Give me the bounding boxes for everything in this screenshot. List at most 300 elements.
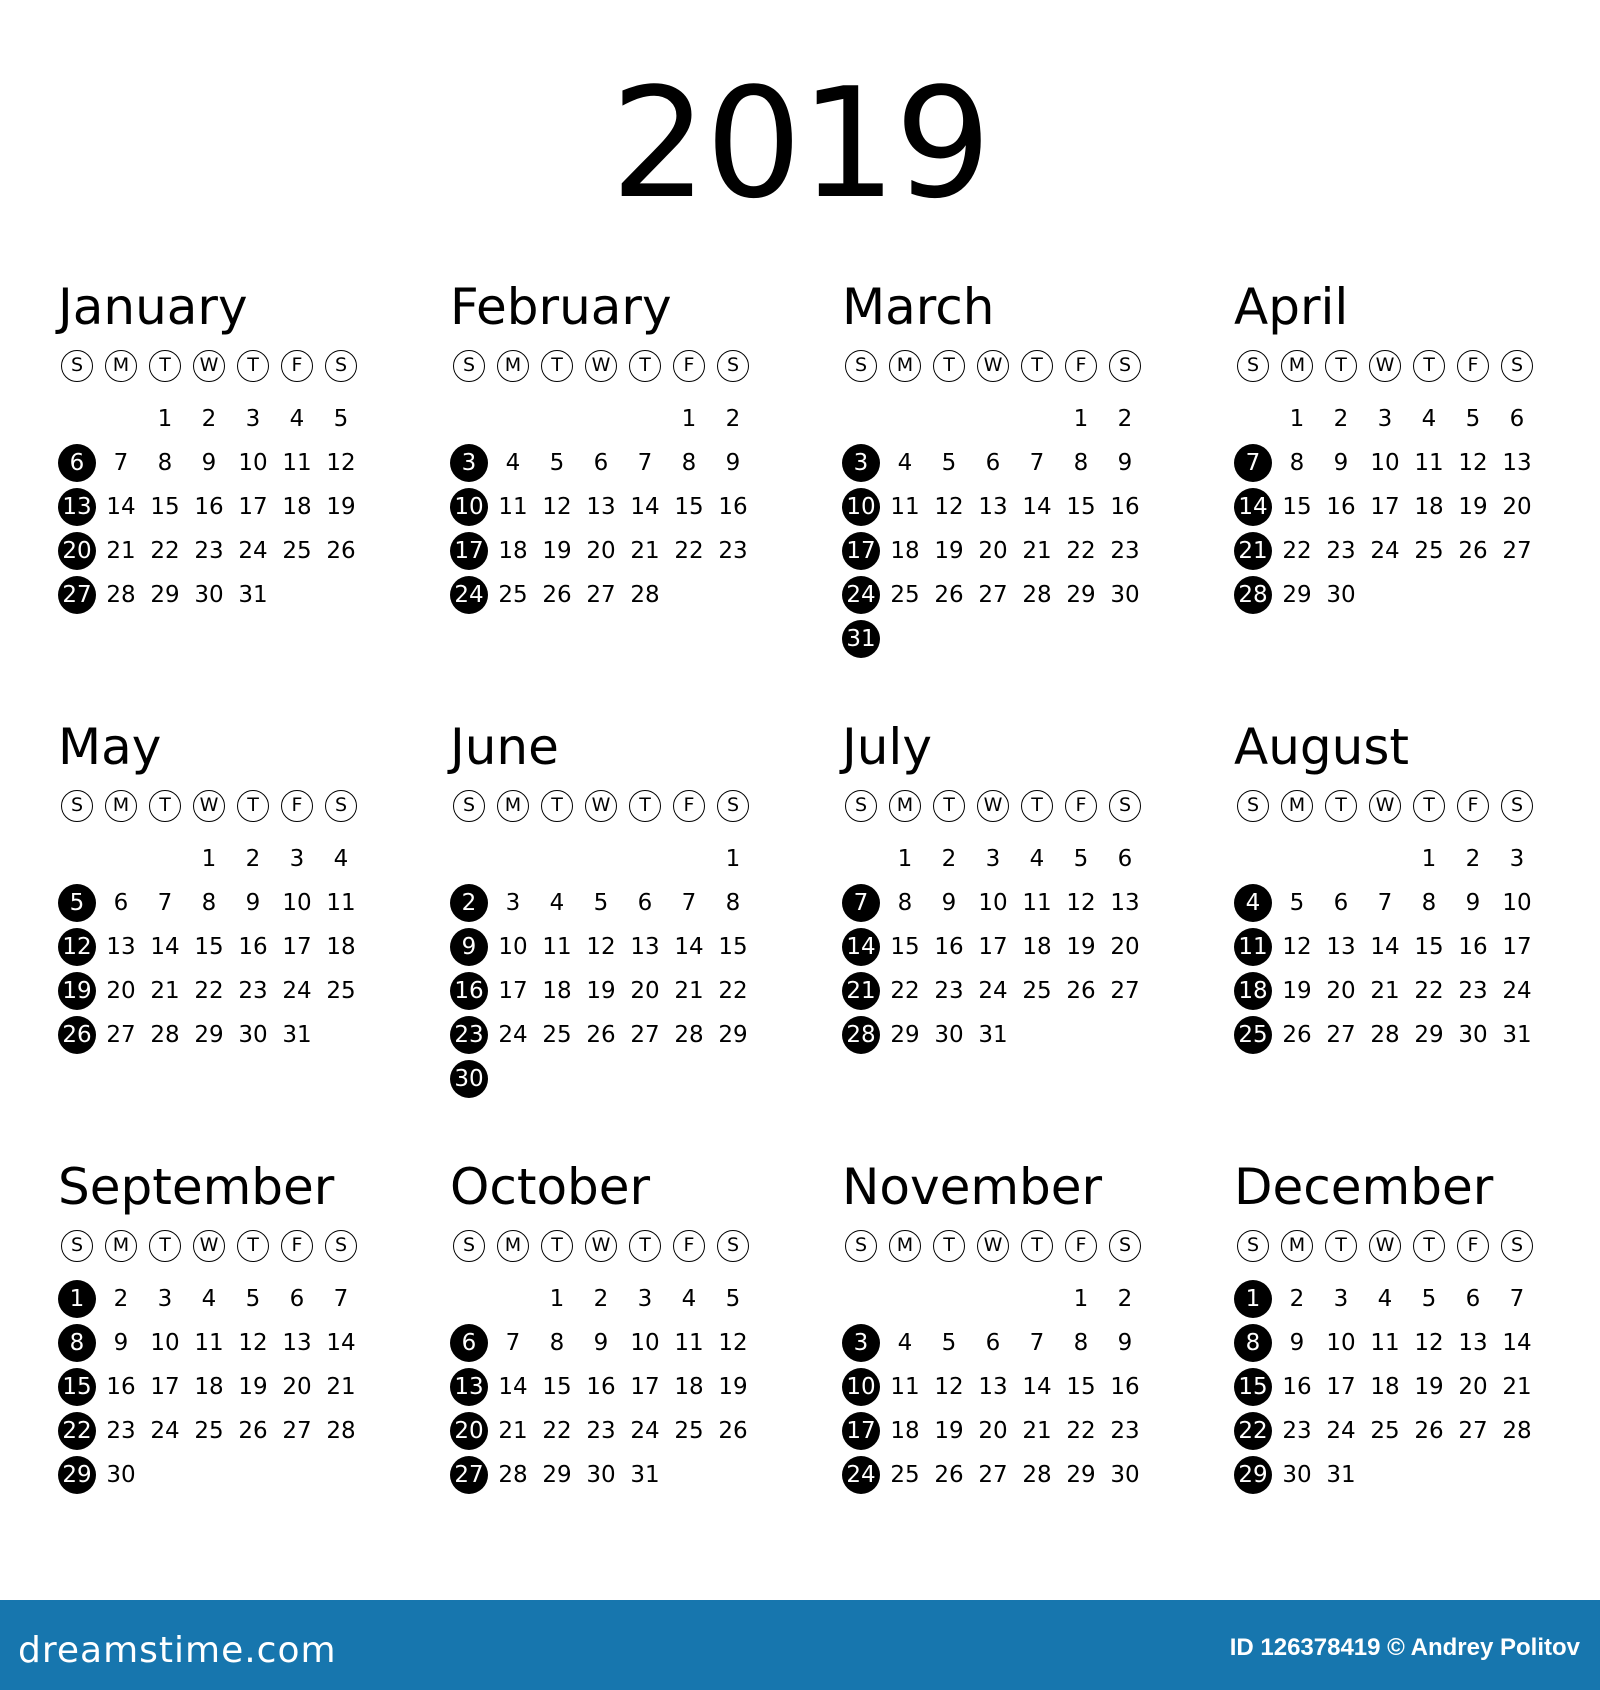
weekday-header: M (497, 1230, 529, 1262)
date-cell: 29 (890, 1022, 920, 1048)
date-cell: 13 (1458, 1330, 1488, 1356)
date-cell: 24 (978, 978, 1008, 1004)
month-august (1234, 718, 1554, 1142)
date-cell: 2 (725, 406, 741, 432)
date-cell: 25 (194, 1418, 224, 1444)
date-cell: 3 (505, 890, 521, 916)
date-cell: 30 (1326, 582, 1356, 608)
date-cell: 23 (718, 538, 748, 564)
date-cell: 18 (542, 978, 572, 1004)
weekday-headers (58, 1230, 368, 1270)
date-cell: 5 (941, 1330, 957, 1356)
sunday-date-badge: 15 (58, 1368, 96, 1406)
date-cell: 13 (1326, 934, 1356, 960)
weekday-headers (842, 350, 1152, 390)
date-cell: 12 (586, 934, 616, 960)
date-cell: 2 (245, 846, 261, 872)
date-cell: 16 (194, 494, 224, 520)
date-cell: 8 (897, 890, 913, 916)
weekday-header: F (1457, 790, 1489, 822)
date-cell: 21 (674, 978, 704, 1004)
date-cell: 6 (637, 890, 653, 916)
date-cell: 11 (498, 494, 528, 520)
date-cell: 9 (1117, 450, 1133, 476)
date-cell: 19 (1282, 978, 1312, 1004)
date-cell: 4 (897, 450, 913, 476)
date-cell: 6 (593, 450, 609, 476)
date-cell: 28 (106, 582, 136, 608)
date-cell: 13 (1110, 890, 1140, 916)
weekday-header: T (1325, 350, 1357, 382)
date-cell: 20 (282, 1374, 312, 1400)
date-cell: 1 (1421, 846, 1437, 872)
date-cell: 22 (150, 538, 180, 564)
date-cell: 26 (1458, 538, 1488, 564)
month-name: June (450, 718, 559, 776)
sunday-date-badge: 31 (842, 620, 880, 658)
date-cell: 5 (941, 450, 957, 476)
date-cell: 10 (630, 1330, 660, 1356)
date-cell: 24 (630, 1418, 660, 1444)
date-cell: 29 (1066, 582, 1096, 608)
date-cell: 3 (245, 406, 261, 432)
date-cell: 21 (1370, 978, 1400, 1004)
date-cell: 13 (978, 494, 1008, 520)
weekday-header: T (237, 1230, 269, 1262)
date-cell: 16 (586, 1374, 616, 1400)
date-cell: 14 (106, 494, 136, 520)
date-cell: 22 (718, 978, 748, 1004)
date-cell: 28 (326, 1418, 356, 1444)
month-name: September (58, 1158, 335, 1216)
date-cell: 3 (157, 1286, 173, 1312)
weekday-header: T (541, 790, 573, 822)
date-cell: 20 (978, 538, 1008, 564)
weekday-header: S (1109, 790, 1141, 822)
date-cell: 20 (1110, 934, 1140, 960)
date-cell: 17 (630, 1374, 660, 1400)
date-cell: 10 (1370, 450, 1400, 476)
sunday-date-badge: 19 (58, 972, 96, 1010)
date-cell: 29 (1282, 582, 1312, 608)
date-cell: 25 (674, 1418, 704, 1444)
date-cell: 6 (1509, 406, 1525, 432)
date-cell: 4 (1029, 846, 1045, 872)
date-cell: 30 (934, 1022, 964, 1048)
date-cell: 1 (157, 406, 173, 432)
date-cell: 25 (326, 978, 356, 1004)
date-cell: 27 (586, 582, 616, 608)
date-cell: 26 (542, 582, 572, 608)
month-may (58, 718, 378, 1142)
date-cell: 4 (681, 1286, 697, 1312)
date-cell: 10 (498, 934, 528, 960)
date-cell: 12 (326, 450, 356, 476)
sunday-date-badge: 7 (842, 884, 880, 922)
date-cell: 13 (630, 934, 660, 960)
date-cell: 12 (1282, 934, 1312, 960)
day-grid (1234, 1280, 1544, 1560)
sunday-date-badge: 29 (1234, 1456, 1272, 1494)
date-cell: 23 (106, 1418, 136, 1444)
weekday-header: S (325, 1230, 357, 1262)
date-cell: 7 (1509, 1286, 1525, 1312)
sunday-date-badge: 29 (58, 1456, 96, 1494)
date-cell: 23 (1110, 538, 1140, 564)
date-cell: 30 (1110, 582, 1140, 608)
month-january (58, 278, 378, 702)
month-november (842, 1158, 1162, 1582)
date-cell: 4 (201, 1286, 217, 1312)
date-cell: 22 (1066, 538, 1096, 564)
day-grid (1234, 400, 1544, 680)
sunday-date-badge: 28 (842, 1016, 880, 1054)
date-cell: 21 (326, 1374, 356, 1400)
date-cell: 5 (245, 1286, 261, 1312)
weekday-header: T (1325, 1230, 1357, 1262)
weekday-header: S (1237, 1230, 1269, 1262)
date-cell: 10 (978, 890, 1008, 916)
date-cell: 2 (1333, 406, 1349, 432)
date-cell: 9 (725, 450, 741, 476)
sunday-date-badge: 21 (1234, 532, 1272, 570)
date-cell: 30 (1458, 1022, 1488, 1048)
date-cell: 30 (238, 1022, 268, 1048)
date-cell: 15 (1066, 494, 1096, 520)
date-cell: 16 (718, 494, 748, 520)
date-cell: 24 (282, 978, 312, 1004)
date-cell: 6 (1117, 846, 1133, 872)
date-cell: 25 (1414, 538, 1444, 564)
weekday-header: T (1413, 1230, 1445, 1262)
sunday-date-badge: 10 (842, 1368, 880, 1406)
day-grid (450, 400, 760, 680)
weekday-header: F (1457, 1230, 1489, 1262)
date-cell: 14 (1022, 1374, 1052, 1400)
date-cell: 15 (150, 494, 180, 520)
date-cell: 20 (978, 1418, 1008, 1444)
date-cell: 10 (150, 1330, 180, 1356)
date-cell: 3 (637, 1286, 653, 1312)
date-cell: 5 (725, 1286, 741, 1312)
date-cell: 25 (890, 1462, 920, 1488)
date-cell: 15 (1414, 934, 1444, 960)
date-cell: 11 (674, 1330, 704, 1356)
date-cell: 24 (238, 538, 268, 564)
sunday-date-badge: 17 (450, 532, 488, 570)
date-cell: 19 (934, 538, 964, 564)
date-cell: 31 (282, 1022, 312, 1048)
date-cell: 23 (1282, 1418, 1312, 1444)
weekday-header: T (629, 790, 661, 822)
date-cell: 9 (941, 890, 957, 916)
weekday-header: W (977, 1230, 1009, 1262)
weekday-headers (450, 790, 760, 830)
month-name: December (1234, 1158, 1494, 1216)
date-cell: 31 (238, 582, 268, 608)
date-cell: 7 (113, 450, 129, 476)
weekday-header: M (497, 350, 529, 382)
date-cell: 17 (282, 934, 312, 960)
weekday-header: W (585, 1230, 617, 1262)
weekday-header: S (845, 790, 877, 822)
date-cell: 22 (674, 538, 704, 564)
footer-bar (0, 1600, 1600, 1690)
date-cell: 27 (1502, 538, 1532, 564)
month-name: October (450, 1158, 651, 1216)
weekday-header: T (933, 350, 965, 382)
date-cell: 23 (194, 538, 224, 564)
date-cell: 1 (1289, 406, 1305, 432)
weekday-header: F (281, 790, 313, 822)
weekday-header: S (453, 790, 485, 822)
date-cell: 21 (150, 978, 180, 1004)
weekday-header: S (1237, 790, 1269, 822)
date-cell: 3 (985, 846, 1001, 872)
date-cell: 30 (194, 582, 224, 608)
date-cell: 22 (1066, 1418, 1096, 1444)
date-cell: 8 (201, 890, 217, 916)
date-cell: 17 (498, 978, 528, 1004)
sunday-date-badge: 7 (1234, 444, 1272, 482)
sunday-date-badge: 8 (1234, 1324, 1272, 1362)
date-cell: 5 (549, 450, 565, 476)
weekday-header: W (193, 350, 225, 382)
date-cell: 17 (1326, 1374, 1356, 1400)
date-cell: 26 (1414, 1418, 1444, 1444)
date-cell: 19 (586, 978, 616, 1004)
date-cell: 6 (113, 890, 129, 916)
date-cell: 19 (718, 1374, 748, 1400)
weekday-header: T (237, 350, 269, 382)
date-cell: 19 (1066, 934, 1096, 960)
date-cell: 20 (1502, 494, 1532, 520)
brand-logo: dreamstime.com (18, 1630, 337, 1671)
sunday-date-badge: 20 (450, 1412, 488, 1450)
day-grid (58, 400, 368, 680)
month-name: May (58, 718, 162, 776)
weekday-header: T (629, 1230, 661, 1262)
weekday-header: M (497, 790, 529, 822)
weekday-header: T (933, 790, 965, 822)
weekday-header: S (325, 790, 357, 822)
sunday-date-badge: 6 (58, 444, 96, 482)
date-cell: 28 (1022, 582, 1052, 608)
weekday-header: F (1065, 790, 1097, 822)
date-cell: 28 (498, 1462, 528, 1488)
sunday-date-badge: 4 (1234, 884, 1272, 922)
month-name: July (842, 718, 932, 776)
date-cell: 3 (289, 846, 305, 872)
weekday-header: M (105, 350, 137, 382)
sunday-date-badge: 14 (1234, 488, 1272, 526)
weekday-header: W (977, 350, 1009, 382)
weekday-header: S (717, 1230, 749, 1262)
month-march (842, 278, 1162, 702)
date-cell: 17 (978, 934, 1008, 960)
date-cell: 1 (201, 846, 217, 872)
day-grid (450, 1280, 760, 1560)
day-grid (58, 840, 368, 1120)
date-cell: 18 (1370, 1374, 1400, 1400)
date-cell: 26 (934, 1462, 964, 1488)
calendar-year-title: 2019 (610, 55, 990, 232)
date-cell: 16 (934, 934, 964, 960)
weekday-header: S (1237, 350, 1269, 382)
date-cell: 23 (586, 1418, 616, 1444)
date-cell: 17 (238, 494, 268, 520)
date-cell: 13 (586, 494, 616, 520)
date-cell: 17 (150, 1374, 180, 1400)
sunday-date-badge: 2 (450, 884, 488, 922)
date-cell: 21 (1502, 1374, 1532, 1400)
weekday-header: S (1109, 1230, 1141, 1262)
sunday-date-badge: 15 (1234, 1368, 1272, 1406)
date-cell: 1 (681, 406, 697, 432)
date-cell: 2 (201, 406, 217, 432)
date-cell: 11 (194, 1330, 224, 1356)
date-cell: 5 (1289, 890, 1305, 916)
date-cell: 11 (326, 890, 356, 916)
date-cell: 27 (282, 1418, 312, 1444)
date-cell: 31 (1326, 1462, 1356, 1488)
date-cell: 2 (941, 846, 957, 872)
weekday-header: S (61, 350, 93, 382)
weekday-header: S (61, 790, 93, 822)
month-name: March (842, 278, 995, 336)
date-cell: 12 (542, 494, 572, 520)
date-cell: 7 (637, 450, 653, 476)
date-cell: 31 (978, 1022, 1008, 1048)
weekday-header: S (453, 1230, 485, 1262)
date-cell: 18 (498, 538, 528, 564)
weekday-header: F (673, 350, 705, 382)
sunday-date-badge: 30 (450, 1060, 488, 1098)
date-cell: 29 (1066, 1462, 1096, 1488)
date-cell: 28 (630, 582, 660, 608)
date-cell: 18 (890, 1418, 920, 1444)
date-cell: 14 (326, 1330, 356, 1356)
date-cell: 23 (238, 978, 268, 1004)
date-cell: 22 (1414, 978, 1444, 1004)
date-cell: 9 (1117, 1330, 1133, 1356)
date-cell: 11 (1370, 1330, 1400, 1356)
date-cell: 3 (1377, 406, 1393, 432)
sunday-date-badge: 21 (842, 972, 880, 1010)
weekday-header: S (1109, 350, 1141, 382)
date-cell: 13 (282, 1330, 312, 1356)
date-cell: 30 (1282, 1462, 1312, 1488)
month-december (1234, 1158, 1554, 1582)
sunday-date-badge: 5 (58, 884, 96, 922)
sunday-date-badge: 13 (450, 1368, 488, 1406)
date-cell: 1 (1073, 406, 1089, 432)
month-july (842, 718, 1162, 1142)
weekday-header: F (673, 1230, 705, 1262)
date-cell: 7 (157, 890, 173, 916)
date-cell: 25 (890, 582, 920, 608)
date-cell: 5 (333, 406, 349, 432)
date-cell: 29 (542, 1462, 572, 1488)
weekday-header: M (105, 790, 137, 822)
weekday-header: W (585, 350, 617, 382)
sunday-date-badge: 14 (842, 928, 880, 966)
date-cell: 28 (1502, 1418, 1532, 1444)
weekday-header: M (889, 790, 921, 822)
weekday-header: T (541, 350, 573, 382)
date-cell: 17 (1370, 494, 1400, 520)
date-cell: 8 (725, 890, 741, 916)
date-cell: 4 (289, 406, 305, 432)
date-cell: 25 (542, 1022, 572, 1048)
date-cell: 27 (630, 1022, 660, 1048)
date-cell: 2 (113, 1286, 129, 1312)
date-cell: 20 (1458, 1374, 1488, 1400)
month-name: February (450, 278, 672, 336)
date-cell: 8 (1073, 450, 1089, 476)
weekday-header: S (453, 350, 485, 382)
date-cell: 21 (1022, 538, 1052, 564)
date-cell: 8 (157, 450, 173, 476)
weekday-header: M (1281, 790, 1313, 822)
weekday-header: S (845, 1230, 877, 1262)
date-cell: 23 (934, 978, 964, 1004)
date-cell: 22 (890, 978, 920, 1004)
weekday-header: F (281, 350, 313, 382)
date-cell: 12 (1066, 890, 1096, 916)
date-cell: 10 (1326, 1330, 1356, 1356)
weekday-header: T (1021, 1230, 1053, 1262)
date-cell: 10 (282, 890, 312, 916)
date-cell: 3 (1333, 1286, 1349, 1312)
sunday-date-badge: 17 (842, 532, 880, 570)
date-cell: 18 (890, 538, 920, 564)
month-april (1234, 278, 1554, 702)
weekday-header: W (1369, 1230, 1401, 1262)
weekday-header: T (541, 1230, 573, 1262)
date-cell: 4 (333, 846, 349, 872)
date-cell: 31 (1502, 1022, 1532, 1048)
date-cell: 15 (1282, 494, 1312, 520)
date-cell: 26 (934, 582, 964, 608)
date-cell: 4 (1421, 406, 1437, 432)
date-cell: 16 (1110, 1374, 1140, 1400)
date-cell: 26 (586, 1022, 616, 1048)
weekday-header: S (1501, 1230, 1533, 1262)
date-cell: 16 (1326, 494, 1356, 520)
weekday-header: S (717, 350, 749, 382)
date-cell: 14 (674, 934, 704, 960)
month-name: November (842, 1158, 1103, 1216)
date-cell: 9 (1333, 450, 1349, 476)
weekday-header: F (1065, 350, 1097, 382)
weekday-header: T (1325, 790, 1357, 822)
weekday-header: M (1281, 1230, 1313, 1262)
weekday-header: M (889, 350, 921, 382)
sunday-date-badge: 28 (1234, 576, 1272, 614)
weekday-header: S (845, 350, 877, 382)
date-cell: 7 (1377, 890, 1393, 916)
date-cell: 24 (498, 1022, 528, 1048)
month-february (450, 278, 770, 702)
date-cell: 7 (505, 1330, 521, 1356)
date-cell: 8 (1073, 1330, 1089, 1356)
sunday-date-badge: 27 (450, 1456, 488, 1494)
weekday-header: S (717, 790, 749, 822)
date-cell: 24 (1370, 538, 1400, 564)
weekday-headers (842, 1230, 1152, 1270)
date-cell: 19 (934, 1418, 964, 1444)
